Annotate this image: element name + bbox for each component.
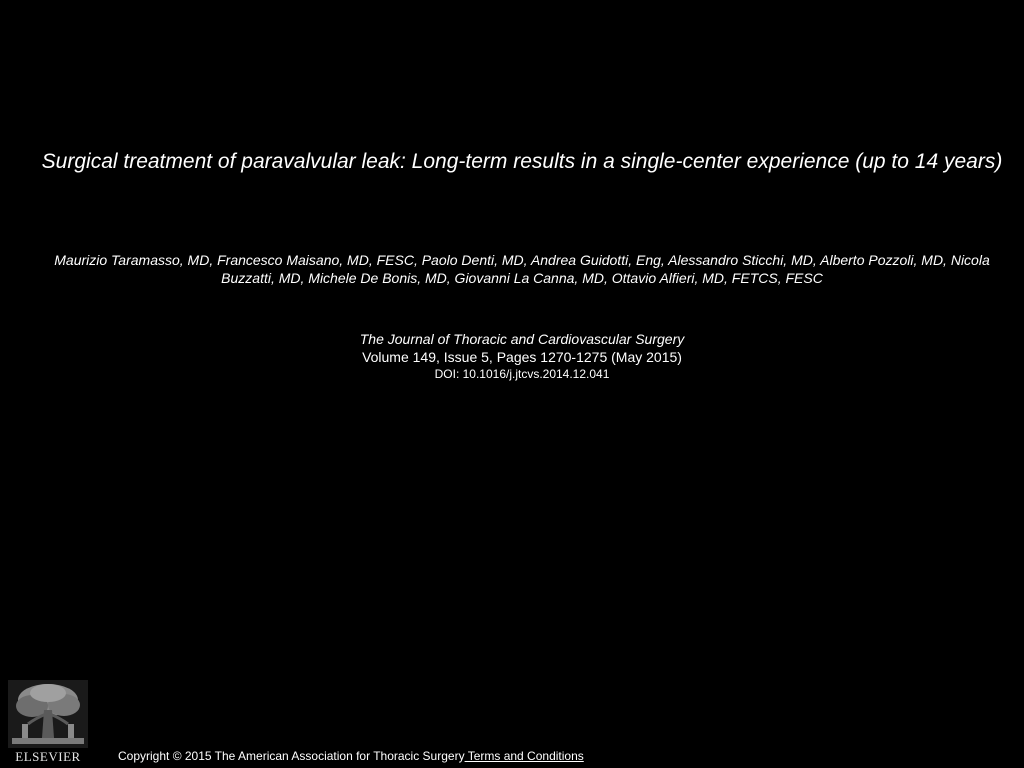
copyright-text: Copyright © 2015 The American Association for Thoracic Surgery [118,749,465,763]
journal-name: The Journal of Thoracic and Cardiovascular Surgery [359,331,685,347]
citation-block [150,330,894,382]
terms-and-conditions-link[interactable]: Terms and Conditions [464,749,584,763]
doi: DOI: 10.1016/j.jtcvs.2014.12.041 [434,367,610,381]
logo-wordmark: ELSEVIER [15,749,81,764]
footer [118,748,584,764]
volume-info: Volume 149, Issue 5, Pages 1270-1275 (May 2015) [362,349,682,365]
elsevier-logo [8,680,88,766]
author-list: Maurizio Taramasso, MD, Francesco Maisano, MD, FESC, Paolo Denti, MD, Andrea Guidotti, Eng, Alessandro Sticchi, MD, Alberto Pozzoli, MD, Nicola Buzzatti, MD, Michele De Bonis, MD, Giovanni La Canna, MD, Ottavio Alfieri, MD, FETCS, FESC [54,252,990,286]
article-title: Surgical treatment of paravalvular leak: Long-term results in a single-center experience (up to 14 years) [41,150,1003,173]
elsevier-tree-icon [8,680,88,748]
